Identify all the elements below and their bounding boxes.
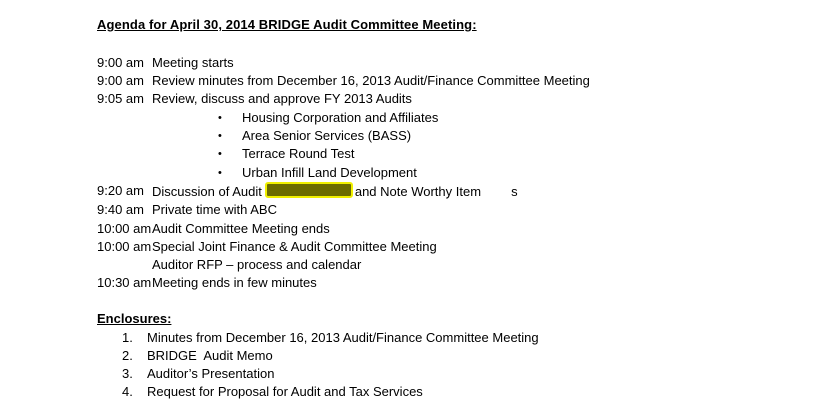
agenda-time: 9:40 am (97, 202, 144, 218)
enclosure-item (97, 383, 797, 401)
bullet-item (97, 145, 797, 163)
bullet-icon: • (218, 111, 222, 124)
agenda-row-discussion (97, 182, 797, 201)
agenda-text: Meeting starts (152, 55, 234, 70)
bullet-text: Housing Corporation and Affiliates (242, 109, 439, 125)
enclosure-item (97, 365, 797, 383)
enclosure-number: 4. (122, 384, 133, 400)
agenda-row-continuation (97, 256, 797, 274)
enclosure-text: Minutes from December 16, 2013 Audit/Finance Committee Meeting (147, 329, 539, 345)
bullet-item (97, 127, 797, 145)
discussion-trailing-s: s (511, 184, 518, 200)
bullet-icon: • (218, 148, 222, 161)
agenda-list (97, 54, 797, 292)
agenda-text: Review minutes from December 16, 2013 Audit/Finance Committee Meeting (152, 73, 590, 89)
agenda-row (97, 90, 797, 108)
enclosures-section (97, 310, 797, 401)
enclosure-number: 2. (122, 347, 133, 363)
document-content (97, 16, 797, 401)
bullet-item (97, 164, 797, 182)
enclosures-heading: Enclosures: (97, 311, 172, 327)
agenda-time (97, 256, 152, 274)
discussion-prefix: Discussion of Audit (152, 184, 262, 200)
agenda-row (97, 201, 797, 219)
agenda-row (97, 54, 797, 72)
enclosure-item (97, 329, 797, 347)
enclosure-text: Auditor’s Presentation (147, 366, 275, 382)
agenda-row (97, 238, 797, 256)
agenda-time: 10:30 am (97, 275, 152, 291)
enclosure-number: 3. (122, 366, 133, 382)
agenda-time: 10:00 am (97, 220, 152, 236)
redaction-highlight (265, 182, 353, 198)
agenda-row (97, 220, 797, 238)
enclosure-text: Request for Proposal for Audit and Tax Services (147, 384, 423, 400)
agenda-text: Audit Committee Meeting ends (152, 220, 330, 236)
enclosure-item (97, 347, 797, 365)
document-title: Agenda for April 30, 2014 BRIDGE Audit Committee Meeting: (97, 17, 477, 32)
agenda-text: Auditor RFP – process and calendar (152, 257, 362, 273)
agenda-text: Special Joint Finance & Audit Committee Meeting (152, 238, 437, 254)
agenda-row (97, 72, 797, 90)
agenda-text: Private time with ABC (152, 202, 277, 218)
bullet-icon: • (218, 130, 222, 143)
agenda-time: 9:00 am (97, 55, 144, 70)
agenda-row (97, 274, 797, 292)
bullet-text: Urban Infill Land Development (242, 164, 417, 180)
agenda-time: 9:05 am (97, 91, 144, 107)
bullet-text: Terrace Round Test (242, 146, 355, 162)
agenda-time: 9:20 am (97, 183, 144, 199)
agenda-time: 9:00 am (97, 73, 144, 89)
agenda-text: Meeting ends in few minutes (152, 275, 317, 291)
agenda-time: 10:00 am (97, 238, 152, 254)
bullet-item (97, 109, 797, 127)
agenda-text: Review, discuss and approve FY 2013 Audits (152, 91, 412, 107)
enclosure-text: BRIDGE Audit Memo (147, 347, 273, 363)
bullet-icon: • (218, 166, 222, 179)
enclosure-number: 1. (122, 329, 133, 345)
agenda-text (152, 182, 518, 201)
discussion-suffix: and Note Worthy Item (354, 184, 482, 200)
bullet-text: Area Senior Services (BASS) (242, 128, 412, 144)
